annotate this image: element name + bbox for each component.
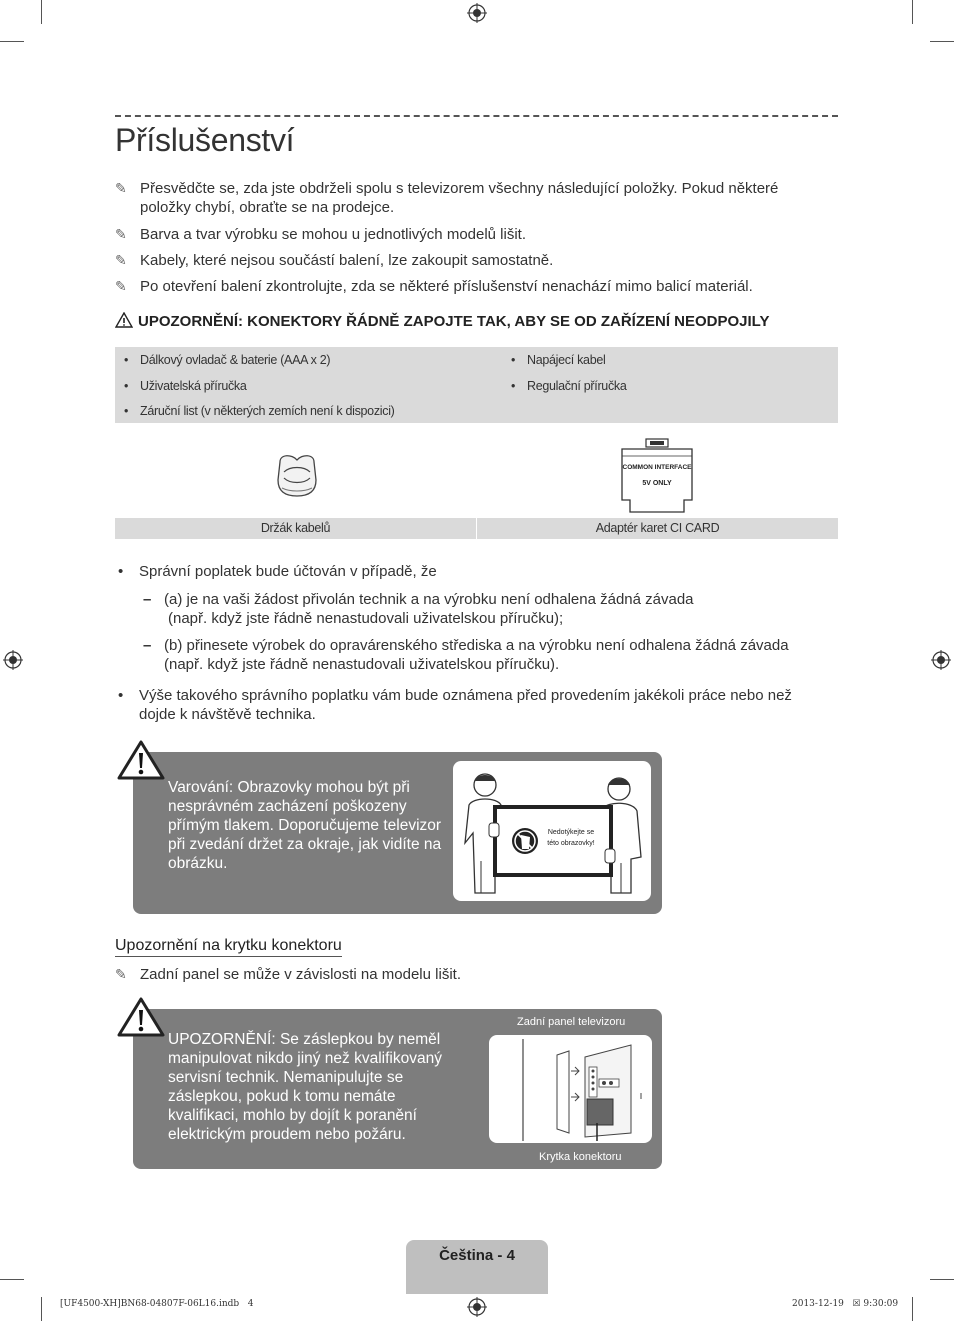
crop-mark bbox=[41, 1297, 42, 1321]
warning-triangle-icon bbox=[117, 740, 165, 780]
pencil-note-icon: ✎ bbox=[115, 966, 127, 982]
print-info-left: [UF4500-XH]BN68-04807F-06L16.indb 4 bbox=[60, 1299, 254, 1309]
caution-body: : Se záslepkou by neměl manipulovat nikdo jiný než kvalifikovaný servisní technik. Nemanipulujte se záslepkou, pokud k tomu nemáte kvalifikaci, mohlo by dojít k poranění elektrickým proudem nebo požáru. bbox=[168, 1031, 442, 1143]
tv-handling-image bbox=[455, 763, 649, 899]
print-info-right: 2013-12-19 ☒ 9:30:09 bbox=[792, 1299, 899, 1309]
warning-triangle-icon bbox=[115, 312, 133, 328]
crop-mark bbox=[930, 1279, 954, 1280]
crop-mark bbox=[930, 41, 954, 42]
rear-panel-image bbox=[491, 1037, 650, 1141]
page-title: Příslušenství bbox=[115, 122, 295, 158]
note-text: Zadní panel se může v závislosti na modelu lišit. bbox=[140, 966, 461, 983]
ci-card-adapter-image bbox=[618, 438, 696, 514]
note-text: Kabely, které nejsou součástí balení, lze zakoupit samostatně. bbox=[140, 252, 554, 269]
ci-adapter-caption: Adaptér karet CI CARD bbox=[595, 521, 720, 535]
registration-mark-icon bbox=[931, 650, 951, 670]
crop-mark bbox=[0, 1279, 24, 1280]
crop-mark bbox=[0, 41, 24, 42]
cable-holder-caption: Držák kabelů bbox=[260, 521, 331, 535]
pencil-note-icon: ✎ bbox=[115, 226, 127, 242]
note-text: Barva a tvar výrobku se mohou u jednotlivých modelů lišit. bbox=[140, 226, 527, 243]
connector-cover-label: Krytka konektoru bbox=[539, 1151, 622, 1163]
pencil-note-icon: ✎ bbox=[115, 180, 127, 196]
crop-mark bbox=[912, 1297, 913, 1321]
registration-mark-icon bbox=[467, 3, 487, 23]
cable-holder-image bbox=[272, 452, 322, 500]
crop-mark bbox=[41, 0, 42, 24]
title-rule bbox=[115, 115, 838, 117]
pencil-note-icon: ✎ bbox=[115, 278, 127, 294]
caution-heading bbox=[115, 312, 838, 330]
caution-text bbox=[168, 1030, 468, 1144]
adapter-label: COMMON INTERFACE bbox=[622, 464, 692, 471]
pencil-note-icon: ✎ bbox=[115, 252, 127, 268]
note-text: Přesvědčte se, zda jste obdrželi spolu s televizorem všechny následující položky. Pokud některé položky chybí, obraťte se na prodejce. bbox=[140, 180, 779, 216]
warning-triangle-icon bbox=[117, 997, 165, 1037]
warning-text: Varování: Obrazovky mohou být při nesprávném zacházení poškozeny přímým tlakem. Doporučujeme televizor při zvedání držet za okraje, jak vidíte na obrázku. bbox=[168, 779, 442, 872]
rear-panel-label: Zadní panel televizoru bbox=[517, 1016, 626, 1028]
note-text: Po otevření balení zkontrolujte, zda se některé příslušenství nenachází mimo balicí materiál. bbox=[140, 278, 753, 295]
crop-mark bbox=[912, 0, 913, 24]
page-number-tab bbox=[406, 1240, 548, 1294]
screen-sign-line2: této obrazovky! bbox=[547, 840, 595, 847]
page-number: Čeština - 4 bbox=[439, 1247, 515, 1264]
caution-heading-text: UPOZORNĚNÍ: KONEKTORY ŘÁDNĚ ZAPOJTE TAK, ABY SE OD ZAŘÍZENÍ NEODPOJILY bbox=[138, 313, 770, 330]
caution-label: UPOZORNĚNÍ bbox=[168, 1031, 272, 1048]
screen-sign-line1: Nedotýkejte se bbox=[547, 829, 595, 836]
section-subheading: Upozornění na krytku konektoru bbox=[115, 937, 342, 957]
adapter-voltage-label: 5V ONLY bbox=[642, 480, 672, 487]
registration-mark-icon bbox=[3, 650, 23, 670]
registration-mark-icon bbox=[467, 1297, 487, 1317]
